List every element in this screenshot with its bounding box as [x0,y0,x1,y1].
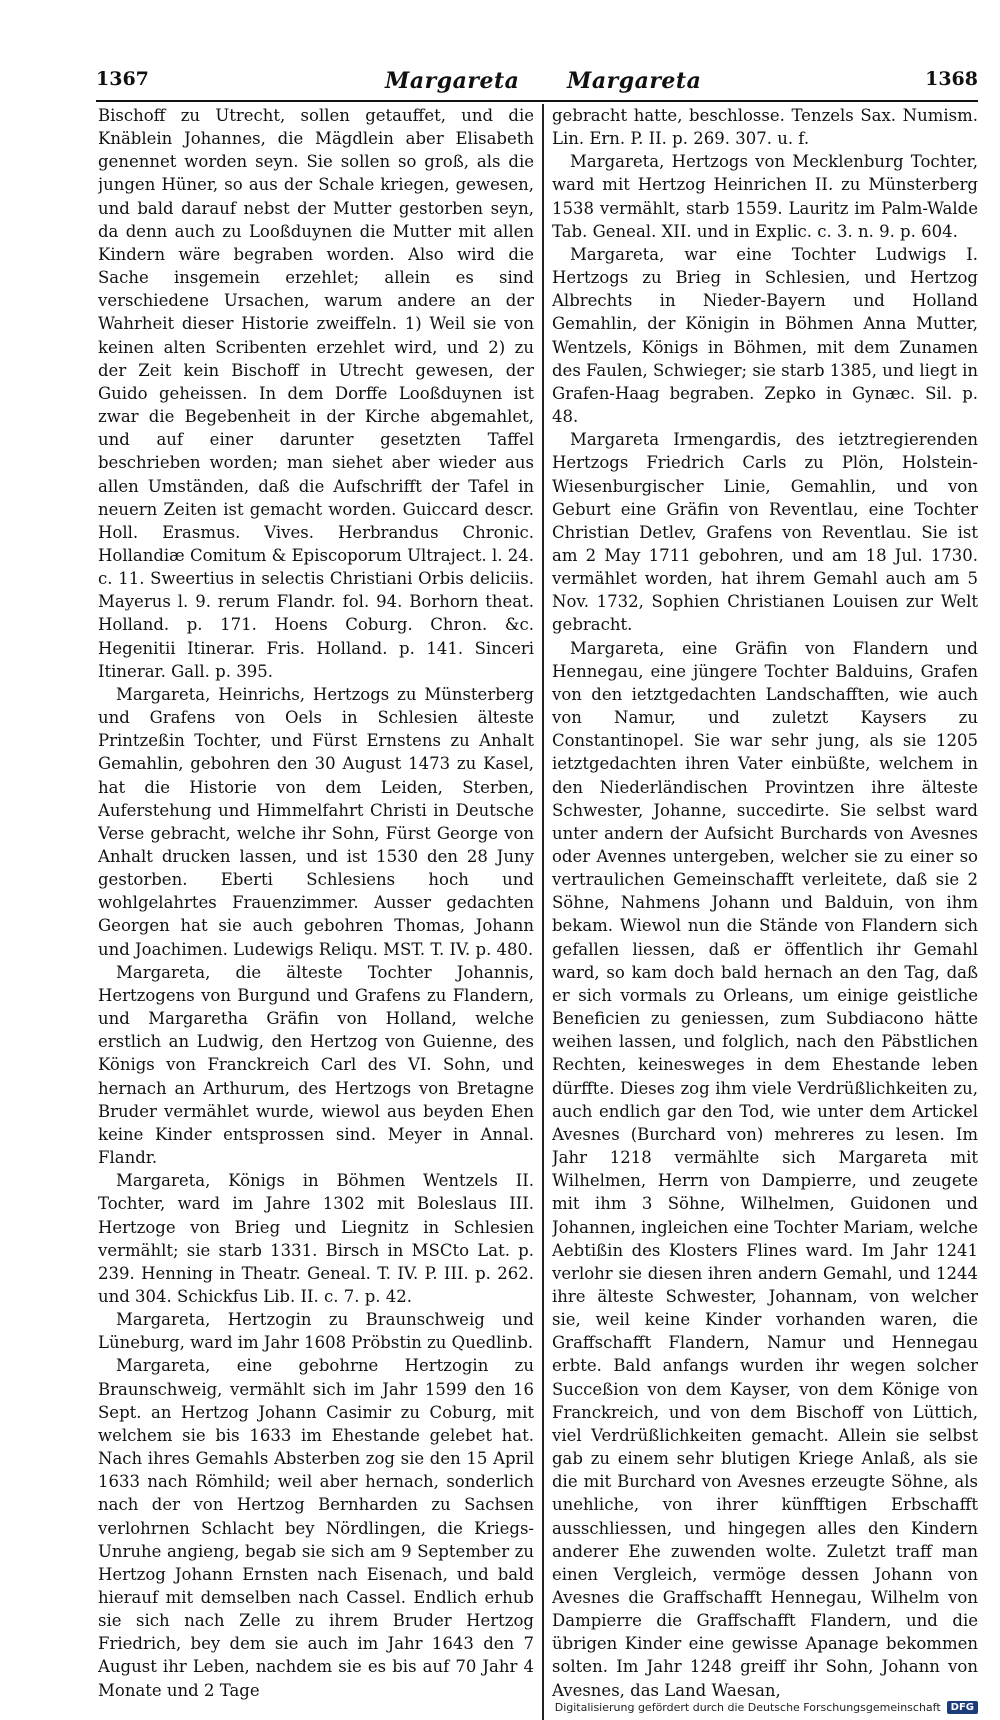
dfg-logo-icon: DFG [947,1701,978,1714]
entry-paragraph: Margareta Irmengardis, des ietztregierenden Hertzogs Friedrich Carls zu Plön, Holstein-Wiesenburgischer Linie, Gemahlin, und von Geburt eine Gräfin von Reventlau, eine Tochter Christian Detlev, Grafens von Reventlau. Sie ist am 2 May 1711 gebohren, und am 18 Jul. 1730. vermählet worden, hat ihrem Gemahl auch am 5 Nov. 1732, Sophien Christianen Louisen zur Welt gebracht. [552,430,978,635]
entry-paragraph: Margareta, Königs in Böhmen Wentzels II. Tochter, ward im Jahre 1302 mit Boleslaus III. Hertzoge von Brieg und Liegnitz in Schlesien vermählt; sie starb 1331. Birsch in MSCto Lat. p. 239. Henning in Theatr. Geneal. T. IV. P. III. p. 262. und 304. Schickfus Lib. II. c. 7. p. 42. [98,1171,534,1306]
paragraph-continuation: gebracht hatte, beschlosse. Tenzels Sax. Numism. Lin. Ern. P. II. p. 269. 307. u. f. [552,106,978,149]
entry-paragraph: Margareta, Heinrichs, Hertzogs zu Münsterberg und Grafens von Oels in Schlesien älteste Printzeßin Tochter, und Fürst Ernstens zu Anhalt Gemahlin, gebohren den 30 August 1473 zu Kasel, hat die Historie von dem Leiden, Sterben, Auferstehung und Himmelfahrt Christi in Deutsche Verse gebracht, welche ihr Sohn, Fürst George von Anhalt drucken lassen, und ist 1530 den 28 Juny gestorben. Eberti Schlesiens hoch und wohlgelahrtes Frauenzimmer. Ausser gedachten Georgen hat sie auch gebohren Thomas, Johann und Joachimen. Ludewigs Reliqu. MST. T. IV. p. 480. [98,684,534,959]
header-rule [96,100,978,102]
right-page-number: 1368 [925,68,978,90]
left-header [96,68,519,94]
paragraph-continuation: Bischoff zu Utrecht, sollen getauffet, und die Knäblein Johannes, die Mägdlein aber Elisabeth genennet worden seyn. Sie sollen so groß, als die jungen Hüner, so aus der Schale kriegen, gewesen, und bald darauf nebst der Mutter gestorben seyn, da denn auch zu Looßduynen die Mutter mit allen Kindern wäre begraben worden. Also wird die Sache insgemein erzehlet; allein es sind verschiedene Ursachen, warum andere an der Wahrheit dieser Historie zweiffeln. 1) Weil sie von keinen alten Scribenten erzehlet wird, und 2) zu der Zeit kein Bischoff in Utrecht gewesen, der Guido geheissen. In dem Dorffe Looßduynen ist zwar die Begebenheit in der Kirche abgemahlet, und auf einer darunter gesetzten Taffel beschrieben worden; man siehet aber wieder aus allen Umständen, daß die Aufschrifft der Tafel in neuern Zeiten ist gemacht worden. Guiccard descr. Holl. Erasmus. Vives. Herbrandus Chronic. Hollandiæ Comitum & Episcoporum Ultraject. l. 24. c. 11. Sweertius in selectis Christiani Orbis deliciis. Mayerus l. 9. rerum Flandr. fol. 94. Borhorn theat. Holland. p. 171. Hoens Coburg. Chron. &c. Hegenitii Itinerar. Fris. Holland. p. 141. Sinceri Itinerar. Gall. p. 395. [98,106,534,681]
right-header [537,68,978,94]
right-running-title: Margareta [567,68,702,94]
left-column [98,104,534,1704]
entry-paragraph: Margareta, eine Gräfin von Flandern und Hennegau, eine jüngere Tochter Balduins, Grafen von den ietztgedachten Landschafften, wie auch von Namur, und zuletzt Kaysers zu Constantinopel. Sie war sehr jung, als sie 1205 ietztgedachten ihren Vater einbüßte, welchem in den Niederländischen Provintzen ihre älteste Schwester, Johanne, succedirte. Sie selbst ward unter andern der Aufsicht Burchards von Avesnes oder Avennes untergeben, welcher sie zu einer so vertraulichen Gemeinschafft verleitete, daß sie 2 Söhne, Nahmens Johann und Balduin, von ihm bekam. Wiewol nun die Stände von Flandern sich gefallen liessen, daß er öffentlich ihr Gemahl ward, so kam doch bald hernach an den Tag, daß er sich vormals zu Orleans, um einige geistliche Beneficien zu geniessen, zum Subdiacono hätte weihen lassen, und folglich, nach den Päbstlichen Rechten, keinesweges in dem Ehestande leben dürffte. Dieses zog ihm viele Verdrüßlichkeiten zu, auch endlich gar den Tod, wie unter dem Artickel Avesnes (Burchard von) mehreres zu lesen. Im Jahr 1218 vermählte sich Margareta mit Wilhelmen, Herrn von Dampierre, und zeugete mit ihm 3 Söhne, Wilhelmen, Guidonen und Johannen, ingleichen eine Tochter Mariam, welche Aebtißin des Klosters Flines ward. Im Jahr 1241 verlohr sie diesen ihren andern Gemahl, und 1244 ihre älteste Schwester, Johannam, von welcher sie, weil keine Kinder vorhanden waren, die Graffschafft Flandern, Namur und Hennegau erbte. Bald anfangs wurden ihr wegen solcher Succeßion von dem Kayser, von dem Könige von Franckreich, und von dem Bischoff von Lüttich, viel Verdrüßlichkeiten gemacht. Allein sie selbst gab zu einem sehr blutigen Kriege Anlaß, als sie die mit Burchard von Avesnes erzeugte Söhne, als unehliche, von ihrer künfftigen Erbschafft ausschliessen, und hingegen alles den Kindern anderer Ehe zuwenden wolte. Zuletzt traff man einen Vergleich, vermöge dessen Johann von Avesnes die Graffschafft Hennegau, Wilhelm von Dampierre die Graffschafft Flandern, und die übrigen Kinder eine gewisse Apanage bekommen solten. Im Jahr 1248 greiff ihr Sohn, Johann von Avesnes, das Land Waesan, [552,638,978,1700]
column-divider [542,104,544,1720]
entry-paragraph: Margareta, Hertzogs von Mecklenburg Tochter, ward mit Hertzog Heinrichen II. zu Münsterberg 1538 vermählt, starb 1559. Lauritz im Palm-Walde Tab. Geneal. XII. und in Explic. c. 3. n. 9. p. 604. [552,152,978,241]
footer-credit: Digitalisierung gefördert durch die Deutsche Forschungsgemeinschaft [554,1700,941,1714]
page-header [96,64,978,98]
entry-paragraph: Margareta, war eine Tochter Ludwigs I. Hertzogs zu Brieg in Schlesien, und Hertzog Albrechts in Nieder-Bayern und Holland Gemahlin, der Königin in Böhmen Anna Mutter, Wentzels, Königs in Böhmen, mit dem Zunamen des Faulen, Schwieger; sie starb 1385, und liegt in Grafen-Haag begraben. Zepko in Gynæc. Sil. p. 48. [552,244,978,427]
left-running-title: Margareta [385,68,520,94]
left-page-number: 1367 [96,68,149,90]
entry-paragraph: Margareta, die älteste Tochter Johannis, Hertzogens von Burgund und Grafens zu Flandern, und Margaretha Gräfin von Holland, welche erstlich an Ludwig, den Hertzog von Guienne, des Königs von Franckreich Carl des VI. Sohn, und hernach an Arthurum, des Hertzogs von Bretagne Bruder vermählet wurde, wiewol aus beyden Ehen keine Kinder entsprossen sind. Meyer in Annal. Flandr. [98,962,534,1168]
right-column [552,104,978,1704]
entry-paragraph: Margareta, Hertzogin zu Braunschweig und Lüneburg, ward im Jahr 1608 Pröbstin zu Quedlinb. [98,1310,534,1353]
digitization-footer [555,1698,978,1716]
entry-paragraph: Margareta, eine gebohrne Hertzogin zu Braunschweig, vermählt sich im Jahr 1599 den 16 Sept. an Hertzog Johann Casimir zu Coburg, mit welchem sie bis 1633 im Ehestande gelebet hat. Nach ihres Gemahls Absterben zog sie den 15 April 1633 nach Römhild; weil aber hernach, sonderlich nach der von Hertzog Bernharden zu Sachsen verlohrnen Schlacht bey Nördlingen, die Kriegs-Unruhe angieng, begab sie sich am 9 September zu Hertzog Johann Ernsten nach Eisenach, und bald hierauf mit demselben nach Cassel. Endlich erhub sie sich nach Zelle zu ihrem Bruder Hertzog Friedrich, bey dem sie auch im Jahr 1643 den 7 August ihr Leben, nachdem sie es bis auf 70 Jahr 4 Monate und 2 Tage [98,1356,534,1700]
